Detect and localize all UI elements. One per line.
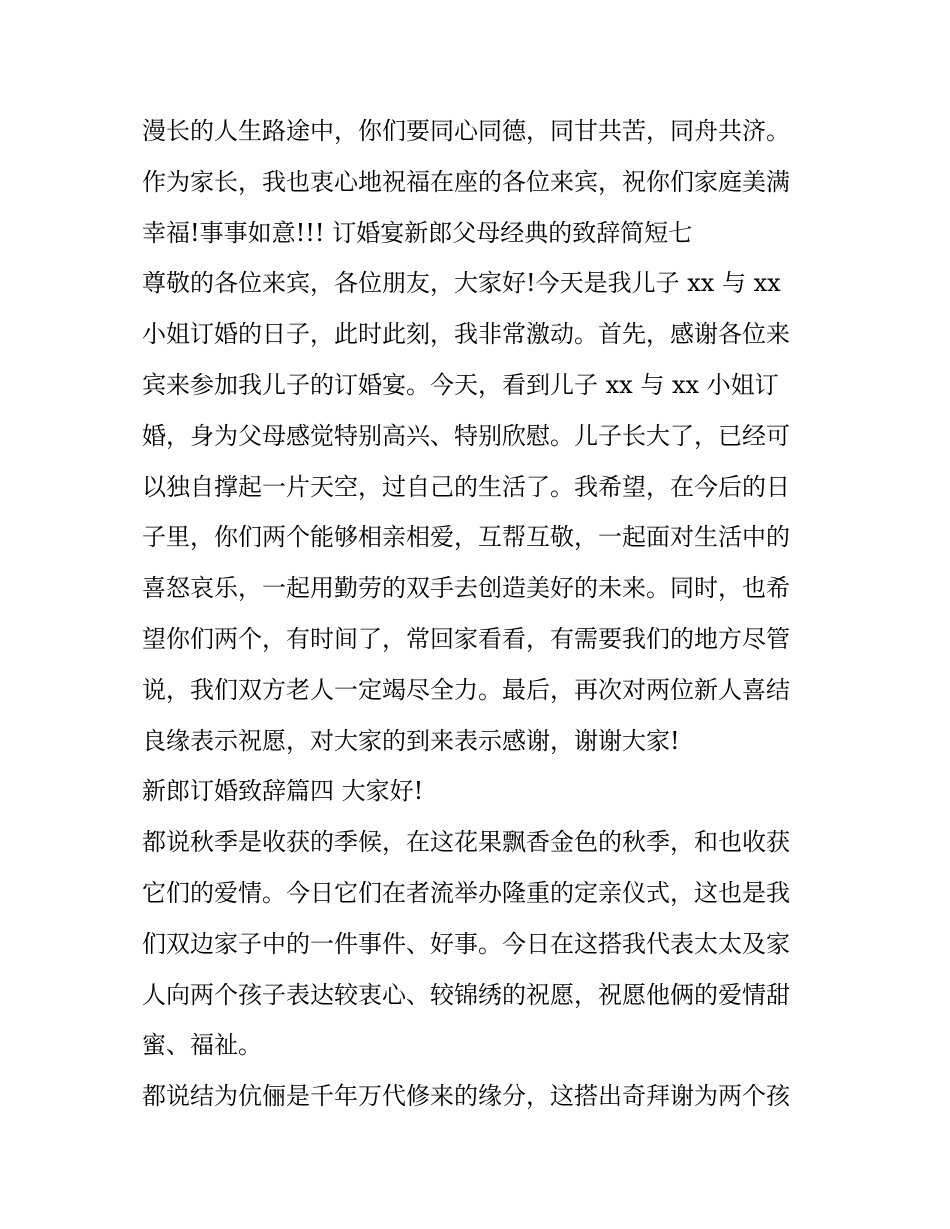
text-line: 宾来参加我儿子的订婚宴。今天，看到儿子 xx 与 xx 小姐订 bbox=[142, 370, 779, 399]
text-line: 喜怒哀乐，一起用勤劳的双手去创造美好的未来。同时，也希 bbox=[142, 574, 790, 603]
text-line: 说，我们双方老人一定竭尽全力。最后，再次对两位新人喜结 bbox=[142, 675, 790, 704]
text-line: 都说秋季是收获的季候，在这花果飘香金色的秋季，和也收获 bbox=[142, 828, 790, 857]
text-line: 子里，你们两个能够相亲相爱，互帮互敬，一起面对生活中的 bbox=[142, 523, 790, 552]
text-line: 婚，身为父母感觉特别高兴、特别欣慰。儿子长大了，已经可 bbox=[142, 421, 790, 450]
text-line: 它们的爱情。今日它们在者流举办隆重的定亲仪式，这也是我 bbox=[142, 878, 790, 907]
text-line: 们双边家子中的一件事件、好事。今日在这搭我代表太太及家 bbox=[142, 929, 790, 958]
text-line: 幸福!事事如意!!! 订婚宴新郎父母经典的致辞简短七 bbox=[142, 218, 693, 247]
section-heading: 新郎订婚致辞篇四 大家好! bbox=[142, 777, 424, 806]
text-line: 人向两个孩子表达较衷心、较锦绣的祝愿，祝愿他俩的爱情甜 bbox=[142, 980, 790, 1009]
text-line: 漫长的人生路途中，你们要同心同德，同甘共苦，同舟共济。 bbox=[142, 117, 790, 145]
text-line: 都说结为伉俪是千年万代修来的缘分，这搭出奇拜谢为两个孩 bbox=[142, 1082, 790, 1111]
text-line: 小姐订婚的日子，此时此刻，我非常激动。首先，感谢各位来 bbox=[142, 320, 790, 349]
text-line: 良缘表示祝愿，对大家的到来表示感谢，谢谢大家! bbox=[142, 726, 680, 755]
document-body bbox=[142, 106, 822, 1122]
text-line: 望你们两个，有时间了，常回家看看，有需要我们的地方尽管 bbox=[142, 624, 790, 653]
text-line: 尊敬的各位来宾，各位朋友，大家好!今天是我儿子 xx 与 xx bbox=[142, 269, 781, 298]
text-line: 以独自撑起一片天空，过自己的生活了。我希望，在今后的日 bbox=[142, 472, 790, 501]
text-line: 蜜、福祉。 bbox=[142, 1031, 262, 1060]
text-line: 作为家长，我也衷心地祝福在座的各位来宾，祝你们家庭美满 bbox=[142, 167, 790, 196]
